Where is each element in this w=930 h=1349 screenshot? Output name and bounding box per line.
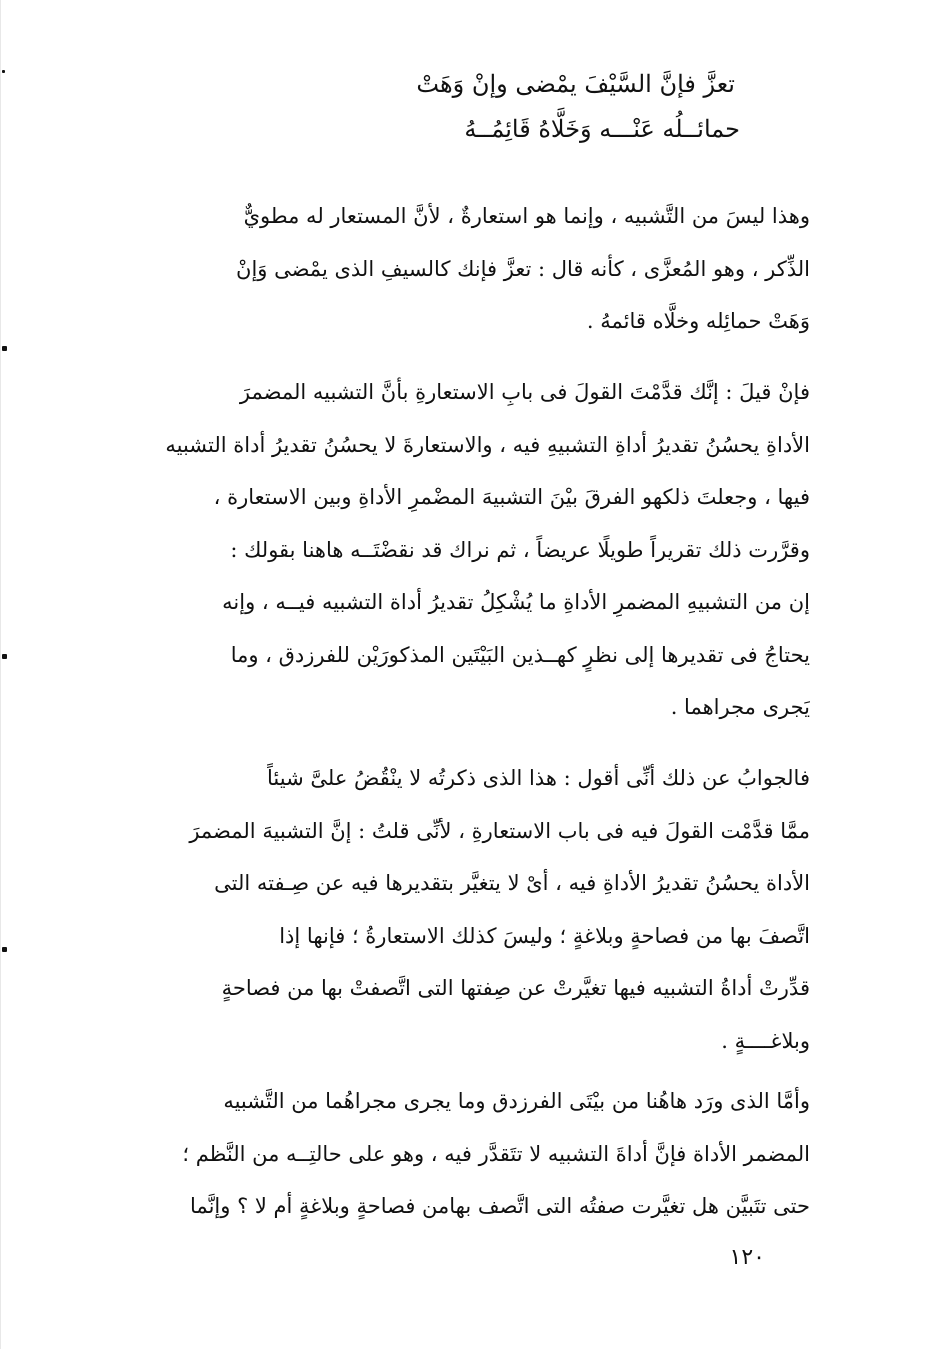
margin-mark: [2, 346, 7, 351]
text-line: يَجرى مجراهما .: [670, 695, 810, 719]
text-line: إن من التشبيهِ المضمرِ الأداةِ ما يُشْكِلُ تقديرُ أداة التشبيه فيــه ، وإنه: [222, 590, 810, 614]
text-line: فإنْ قيلَ : إنَّك قدَّمْتَ القولَ فى بابِ الاستعارةِ بأنَّ التشبيه المضمرَ: [239, 380, 810, 404]
text-line: حتى تتَبيَّن هل تغيَّرت صفتُه التى اتَّصف بهامن فصاحةٍ وبلاغةٍ أم لا ؟ وإنَّما: [190, 1194, 810, 1218]
verse-line-1: تعزَّ فإنَّ السَّيْفَ يمْضى وإنْ وَهَتْ: [416, 70, 735, 98]
page-edge: [0, 0, 1, 1349]
paragraph-4: [125, 1075, 810, 1233]
paragraph-2: [125, 366, 810, 734]
text-line: فالجوابُ عن ذلك أنِّى أقول : هذا الذى ذكرتُه لا ينْقُضُ علىَّ شيئاً: [267, 766, 810, 790]
text-line: المضمر الأداة فإنَّ أداةَ التشبيه لا تتَقدَّر فيه ، وهو على حالتِــه من النَّظم ؛: [182, 1141, 810, 1166]
text-line: فيها ، وجعلتَ ذلكهو الفرقَ بيْنَ التشبيهَ المضْمرِ الأداةِ وبين الاستعارة ،: [213, 485, 810, 509]
text-line: وأمَّا الذى ورَد هاهُنا من بيْتَى الفرزدق وما يجرى مجراهُما من التَّشبيه: [223, 1089, 810, 1113]
text-line: الأداة يحسُنُ تقديرُ الأداةِ فيه ، أىْ لا يتغيَّر بتقديرها فيه عن صِـفته التى: [214, 871, 810, 895]
margin-mark: [2, 947, 7, 952]
text-line: وقرَّرت ذلك تقريراً طويلًا عريضاً ، ثم نراك قد نقضْتَــه هاهنا بقولك :: [230, 537, 810, 562]
text-line: قدِّرتْ أداةُ التشبيه فيها تغيَّرتْ عن صِفتها التى اتَّصفتْ بها من فصاحةٍ: [221, 976, 810, 1000]
margin-mark: [2, 654, 7, 659]
text-line: يحتاجُ فى تقديرها إلى نظرٍ كهــذين البَيْتَين المذكورَيْن للفرزدق ، وما: [230, 642, 810, 667]
text-line: الذِّكر ، وهو المُعزَّى ، كأنه قال : تعزَّ فإنك كالسيفِ الذى يمْضى وَإنْ: [236, 256, 810, 281]
text-line: الأداةِ يحسُنُ تقديرُ أداةِ التشبيهِ فيه ، والاستعارةَ لا يحسُنُ تقديرُ أداة التشبيه: [165, 432, 810, 457]
verse-line-2: حمائــلُه عَنْـــه وَخَلَّاهُ قَائِمُــهُ: [464, 115, 740, 143]
text-line: ممَّا قدَّمْت القولَ فيه فى باب الاستعارةِ ، لأنِّى قلتُ : إنَّ التشبيهَ المضمرَ: [189, 818, 810, 843]
text-line: وهذا ليسَ من التَّشبيه ، وإنما هو استعارةٌ ، لأنَّ المستعار له مطويٌّ: [243, 204, 810, 228]
page-number: ١٢٠: [729, 1245, 765, 1270]
text-line: وبلاغــــةٍ .: [721, 1028, 810, 1053]
text-line: اتَّصفَ بها من فصاحةٍ وبلاغةٍ ؛ وليسَ كذلك الاستعارةُ ؛ فإنها إذا: [279, 923, 810, 948]
paragraph-3: [125, 752, 810, 1067]
text-line: وَهَتْ حمائِله وخلَّاه قائمهُ .: [586, 309, 810, 333]
paragraph-1: [125, 190, 810, 348]
margin-mark: [2, 70, 5, 73]
